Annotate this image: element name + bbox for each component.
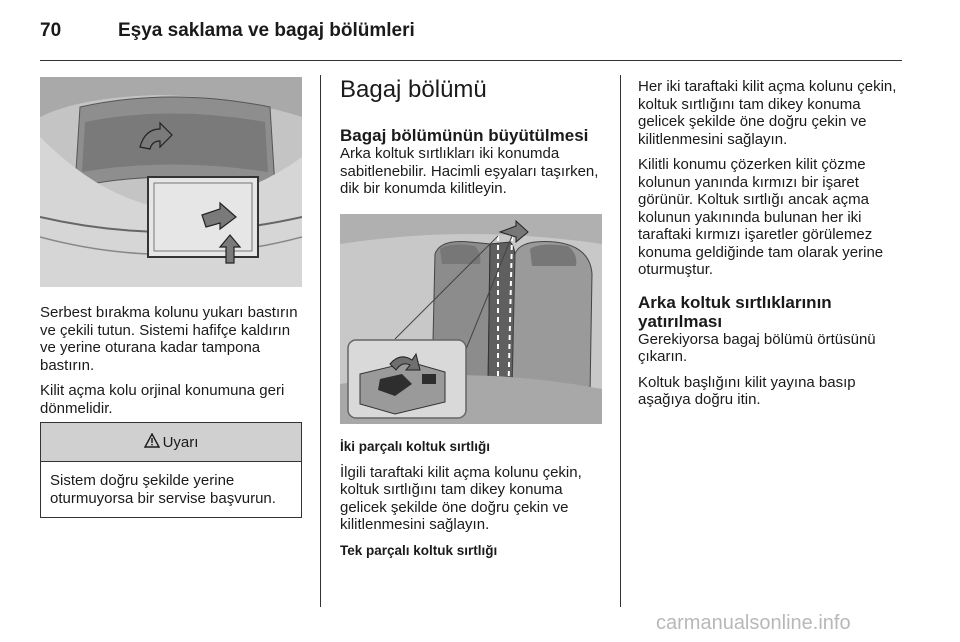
page-header-title: Eşya saklama ve bagaj bölümleri: [118, 20, 415, 41]
section-title: Bagaj bölümü: [340, 76, 487, 103]
warning-label: Uyarı: [162, 433, 199, 451]
left-para-2: Kilit açma kolu orjinal konumuna geri dönmelidir.: [40, 382, 285, 417]
heading-two-part: İki parçalı koltuk sırtlığı: [340, 439, 491, 454]
right-subsection-title: Arka koltuk sırtlıklarının yatırılması: [638, 292, 832, 331]
heading-one-part: Tek parçalı koltuk sırtlığı: [340, 542, 498, 558]
middle-intro: Arka koltuk sırtlıkları iki konumda sabitlenebilir. Hacimli eşyaları taşırken, dik bir konumda kilitleyin.: [340, 145, 599, 197]
trunk-floor-illustration: [40, 77, 302, 287]
warning-header: [41, 423, 301, 462]
column-divider-right: [620, 75, 621, 607]
page-number: 70: [40, 20, 62, 41]
right-para-3: Gerekiyorsa bagaj bölümü örtüsünü çıkarın.: [638, 330, 876, 365]
subsection-title: Bagaj bölümünün büyütülmesi: [340, 126, 589, 145]
text-two-part: İlgili taraftaki kilit açma kolunu çekin, koltuk sırtlığını tam dikey konuma gelicek şekilde öne doğru çekin ve kilitlenmesini sağlayın.: [340, 463, 582, 533]
left-para-1: Serbest bırakma kolunu yukarı bastırın ve çekili tutun. Sistemi hafifçe kaldırın ve yerine oturana kadar tampona bastırın.: [40, 304, 298, 374]
watermark: carmanualsonline.info: [656, 612, 851, 634]
middle-text-bottom: [340, 438, 606, 567]
warning-box: [40, 422, 302, 518]
warning-text: Sistem doğru şekilde yerine oturmuyorsa bir servise başvurun.: [50, 472, 276, 507]
warning-triangle-icon: [144, 433, 160, 452]
middle-text-top: [340, 76, 606, 206]
left-text-column: [40, 304, 306, 425]
header-divider: [40, 60, 902, 61]
right-para-1: Her iki taraftaki kilit açma kolunu çekin, koltuk sırtlığını tam dikey konuma gelicek şekilde öne doğru çekin ve kilitlenmesini sağlayın.: [638, 78, 897, 148]
right-para-2: Kilitli konumu çözerken kilit çözme kolunun yanında kırmızı bir işaret görünür. Koltuk sırtlığı ancak açma kolunun yakınında bulunan her iki taraftaki kırmızı işaretler görülemez konuma geldiğinde tam olarak yerine oturmuştur.: [638, 156, 884, 278]
right-text-column: [638, 78, 906, 417]
right-para-4: Koltuk başlığını kilit yayına basıp aşağıya doğru itin.: [638, 373, 856, 408]
rear-seat-illustration: [340, 214, 602, 424]
column-divider-left: [320, 75, 321, 607]
